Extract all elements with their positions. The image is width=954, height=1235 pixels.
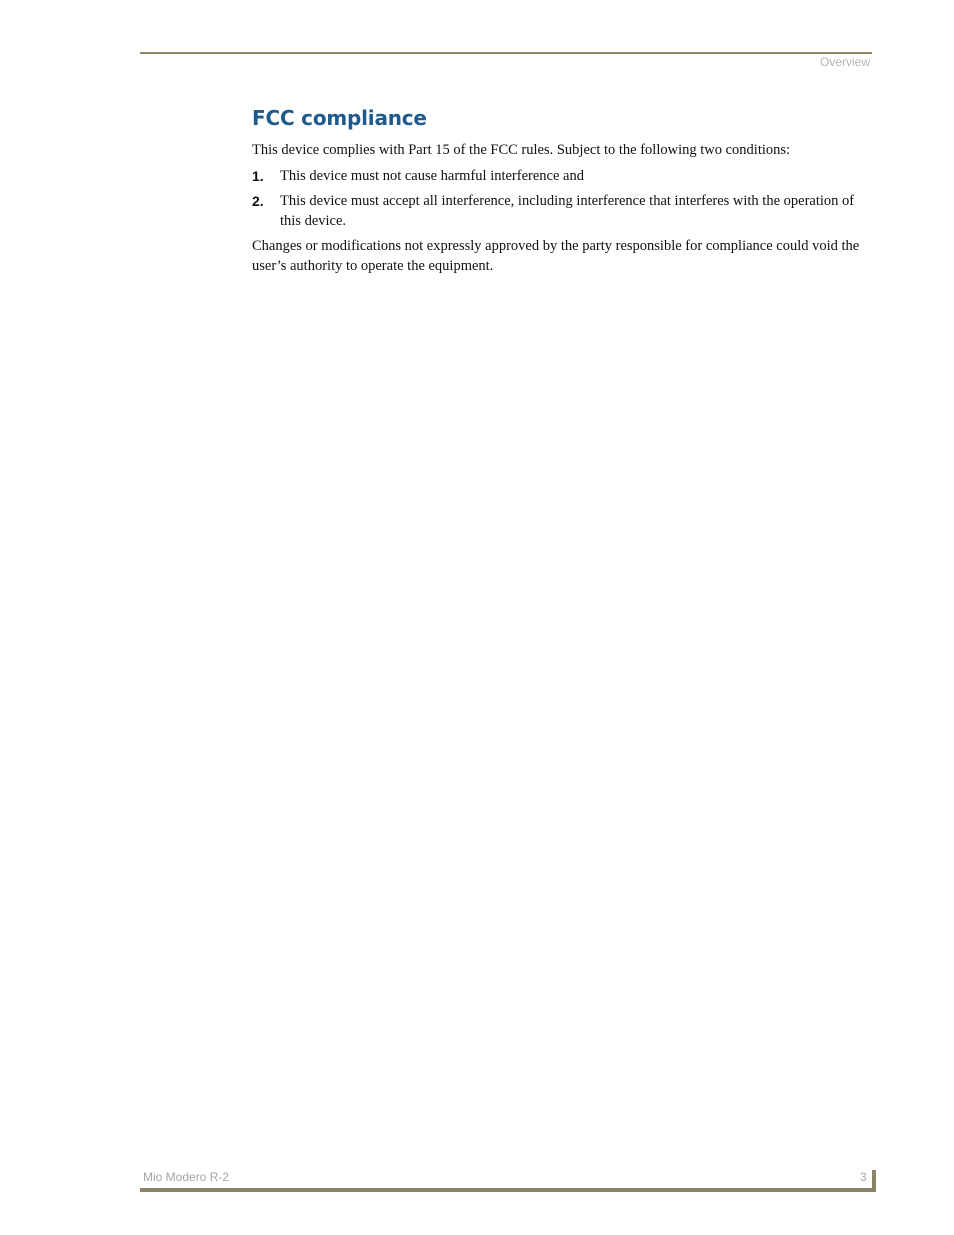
conditions-list [252, 166, 868, 231]
header-section-label: Overview [819, 55, 870, 69]
footer-document-name: Mio Modero R-2 [143, 1170, 230, 1184]
list-item-number: 2. [252, 193, 264, 209]
list-item-text: This device must not cause harmful interference and [280, 168, 584, 184]
list-item [252, 166, 868, 186]
footer-page-number: 3 [860, 1170, 867, 1184]
footer-rule [140, 1188, 876, 1192]
main-content [252, 104, 868, 282]
list-item [252, 191, 868, 231]
header-rule [140, 52, 872, 54]
section-title: FCC compliance [252, 106, 427, 130]
list-item-text: This device must accept all interference, including interference that interferes with the operation of this device. [280, 193, 855, 229]
closing-paragraph: Changes or modifications not expressly approved by the party responsible for compliance could void the user’s authority to operate the equipment. [252, 238, 860, 274]
footer-rule-tick [872, 1170, 876, 1192]
intro-paragraph: This device complies with Part 15 of the FCC rules. Subject to the following two conditions: [252, 142, 791, 158]
list-item-number: 1. [252, 168, 264, 184]
